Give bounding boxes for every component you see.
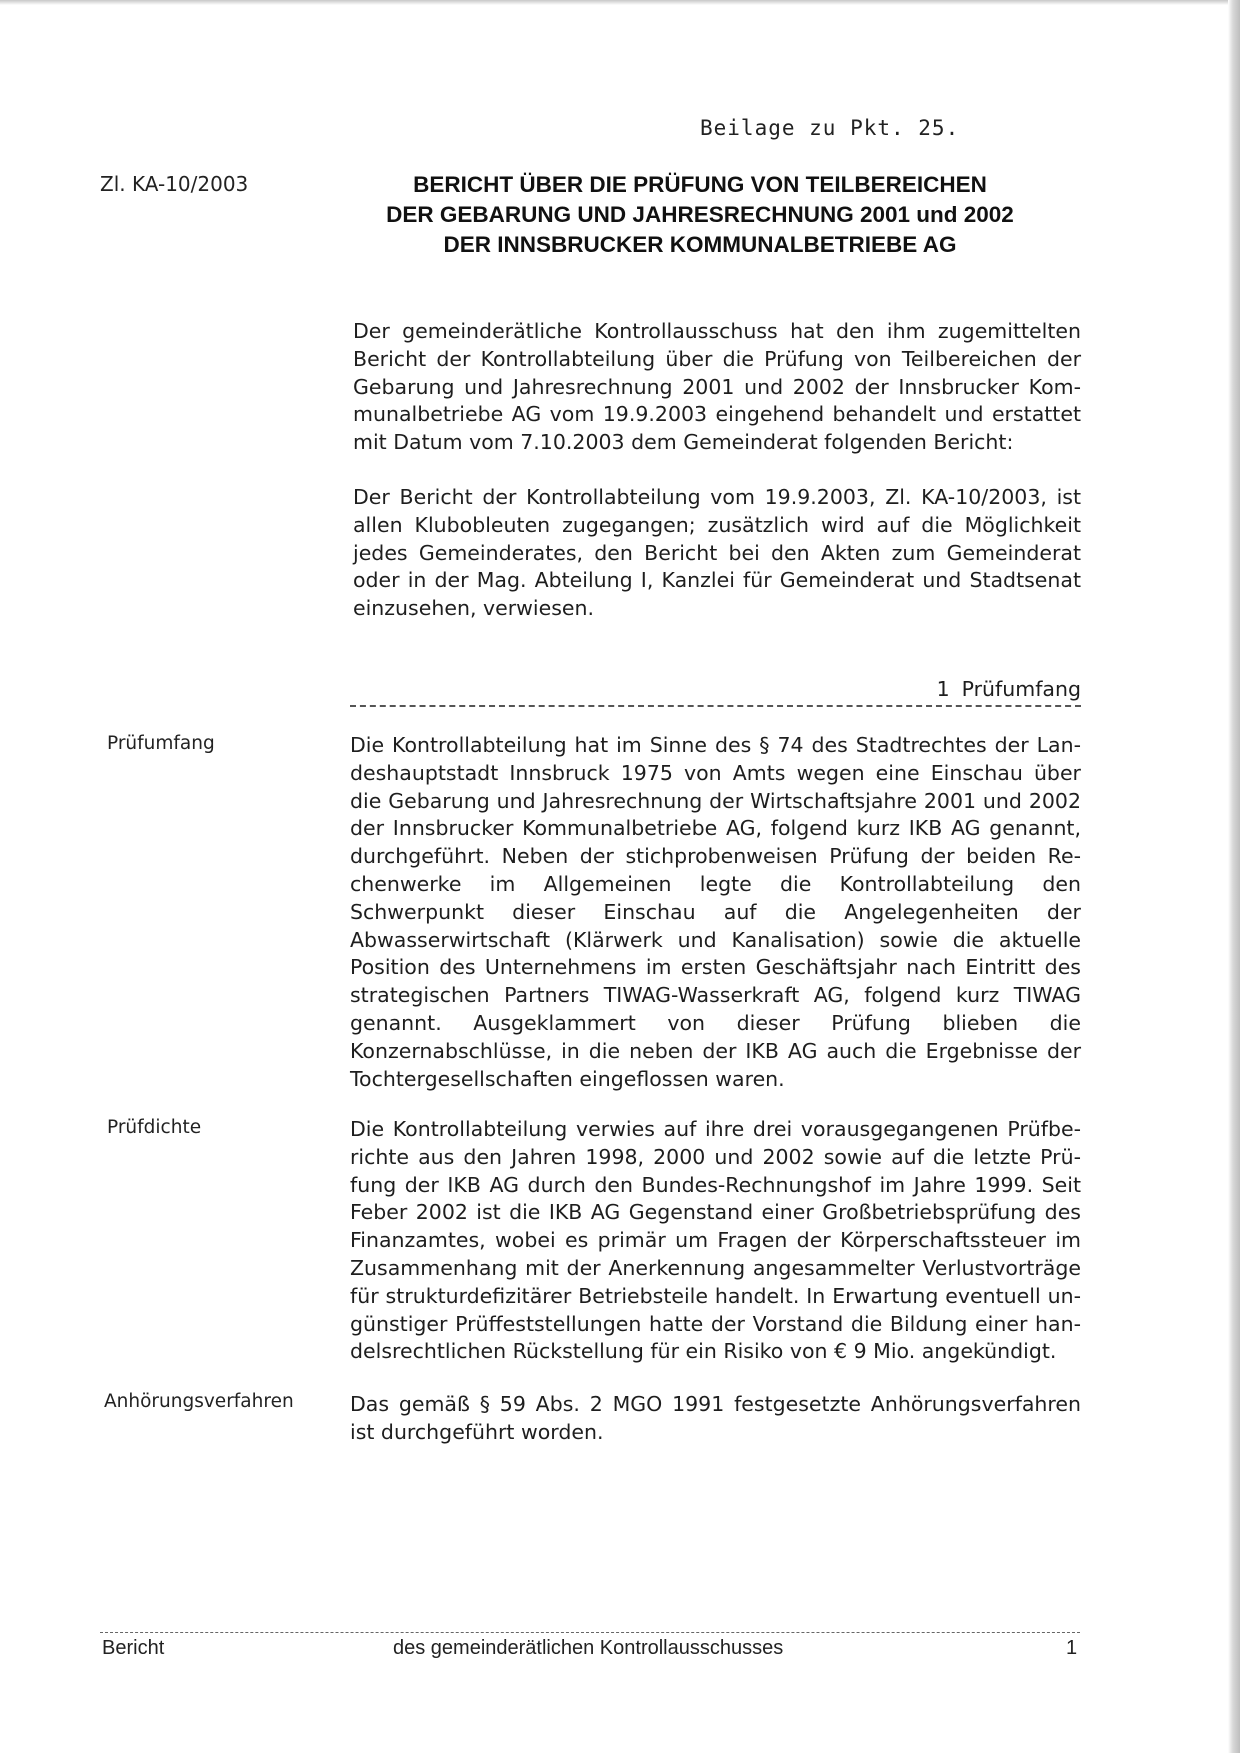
- footer-divider: [100, 1632, 1080, 1633]
- intro-paragraph: Der Bericht der Kontrollabteilung vom 19.9.2003, Zl. KA-10/2003, ist allen Klubobleuten zugegangen; zusätzlich wird auf die Möglichkeit jedes Gemeinderates, den Bericht bei den Akten zum Gemeinderat oder in der Mag. Abteilung I, Kanzlei für Gemeinderat und Stadtsenat einzusehen, verwiesen.: [353, 485, 1081, 621]
- title-line: BERICHT ÜBER DIE PRÜFUNG VON TEILBEREICHEN: [413, 172, 987, 197]
- entry-text: Die Kontrollabteilung hat im Sinne des § 74 des Stadtrechtes der Landeshauptstadt Innsbruck 1975 von Amts wegen eine Einschau über die Gebarung und Jahresrechnung der Wirtschaftsjahre 2001 und 2002 der Innsbrucker Kommunalbetriebe AG, folgend kurz IKB AG genannt, durchgeführt. Neben der stichprobenweisen Prüfung der beiden Rechenwerke im Allgemeinen legte die Kontrollabteilung den Schwerpunkt dieser Einschau auf die Angelegenheiten der Abwasserwirtschaft (Klärwerk und Kanalisation) sowie die aktuelle Position des Unternehmens im ersten Geschäftsjahr nach Eintritt des strategischen Partners TIWAG-Wasserkraft AG, folgend kurz TIWAG genannt. Ausgeklammert von dieser Prüfung blieben die Konzernabschlüsse, in die neben der IKB AG auch die Ergebnisse der Tochtergesellschaften eingeflossen waren.: [350, 733, 1081, 1091]
- footer-left: Bericht: [102, 1637, 165, 1659]
- attachment-note: Beilage zu Pkt. 25.: [700, 116, 960, 140]
- margin-label: Prüfumfang: [107, 733, 215, 754]
- scan-edge-top: [0, 0, 1240, 5]
- document-title: [350, 170, 1050, 260]
- page-number: 1: [1066, 1637, 1078, 1659]
- title-line: DER GEBARUNG UND JAHRESRECHNUNG 2001 und 2002: [386, 202, 1014, 227]
- scan-edge-right: [1228, 0, 1240, 1753]
- section-number: 1: [936, 677, 950, 701]
- entry-text: Das gemäß § 59 Abs. 2 MGO 1991 festgesetzte Anhörungsverfahren ist durchgeführt worden.: [350, 1392, 1081, 1444]
- title-line: DER INNSBRUCKER KOMMUNALBETRIEBE AG: [443, 232, 957, 257]
- entry-text: Die Kontrollabteilung verwies auf ihre drei vorausgegangenen Prüfberichte aus den Jahren 1998, 2000 und 2002 sowie auf die letzte Prüfung der IKB AG durch den Bundes-Rechnungshof im Jahre 1999. Seit Feber 2002 ist die IKB AG Gegenstand einer Großbetriebsprüfung des Finanzamtes, wobei es primär um Fragen der Körperschaftssteuer im Zusammenhang mit der Anerkennung angesammelter Verlustvorträge für strukturdefizitärer Betriebsteile handelt. In Erwartung eventuell ungünstiger Prüffeststellungen hatte der Vorstand die Bildung einer handelsrechtlichen Rückstellung für ein Risiko von € 9 Mio. angekündigt.: [350, 1117, 1081, 1364]
- footer-center: des gemeinderätlichen Kontrollausschusses: [393, 1637, 784, 1659]
- file-number: Zl. KA-10/2003: [100, 172, 249, 196]
- section-heading: [350, 677, 1081, 707]
- margin-label: Prüfdichte: [107, 1117, 202, 1138]
- section-title: Prüfumfang: [961, 677, 1081, 701]
- intro-paragraph: Der gemeinderätliche Kontrollausschuss hat den ihm zugemittelten Bericht der Kontrollabteilung über die Prüfung von Teilbereichen der Gebarung und Jahresrechnung 2001 und 2002 der Innsbrucker Kommunalbetriebe AG vom 19.9.2003 eingehend behandelt und erstattet mit Datum vom 7.10.2003 dem Gemeinderat folgenden Bericht:: [353, 319, 1081, 455]
- margin-label: Anhörungsverfahren: [104, 1391, 294, 1412]
